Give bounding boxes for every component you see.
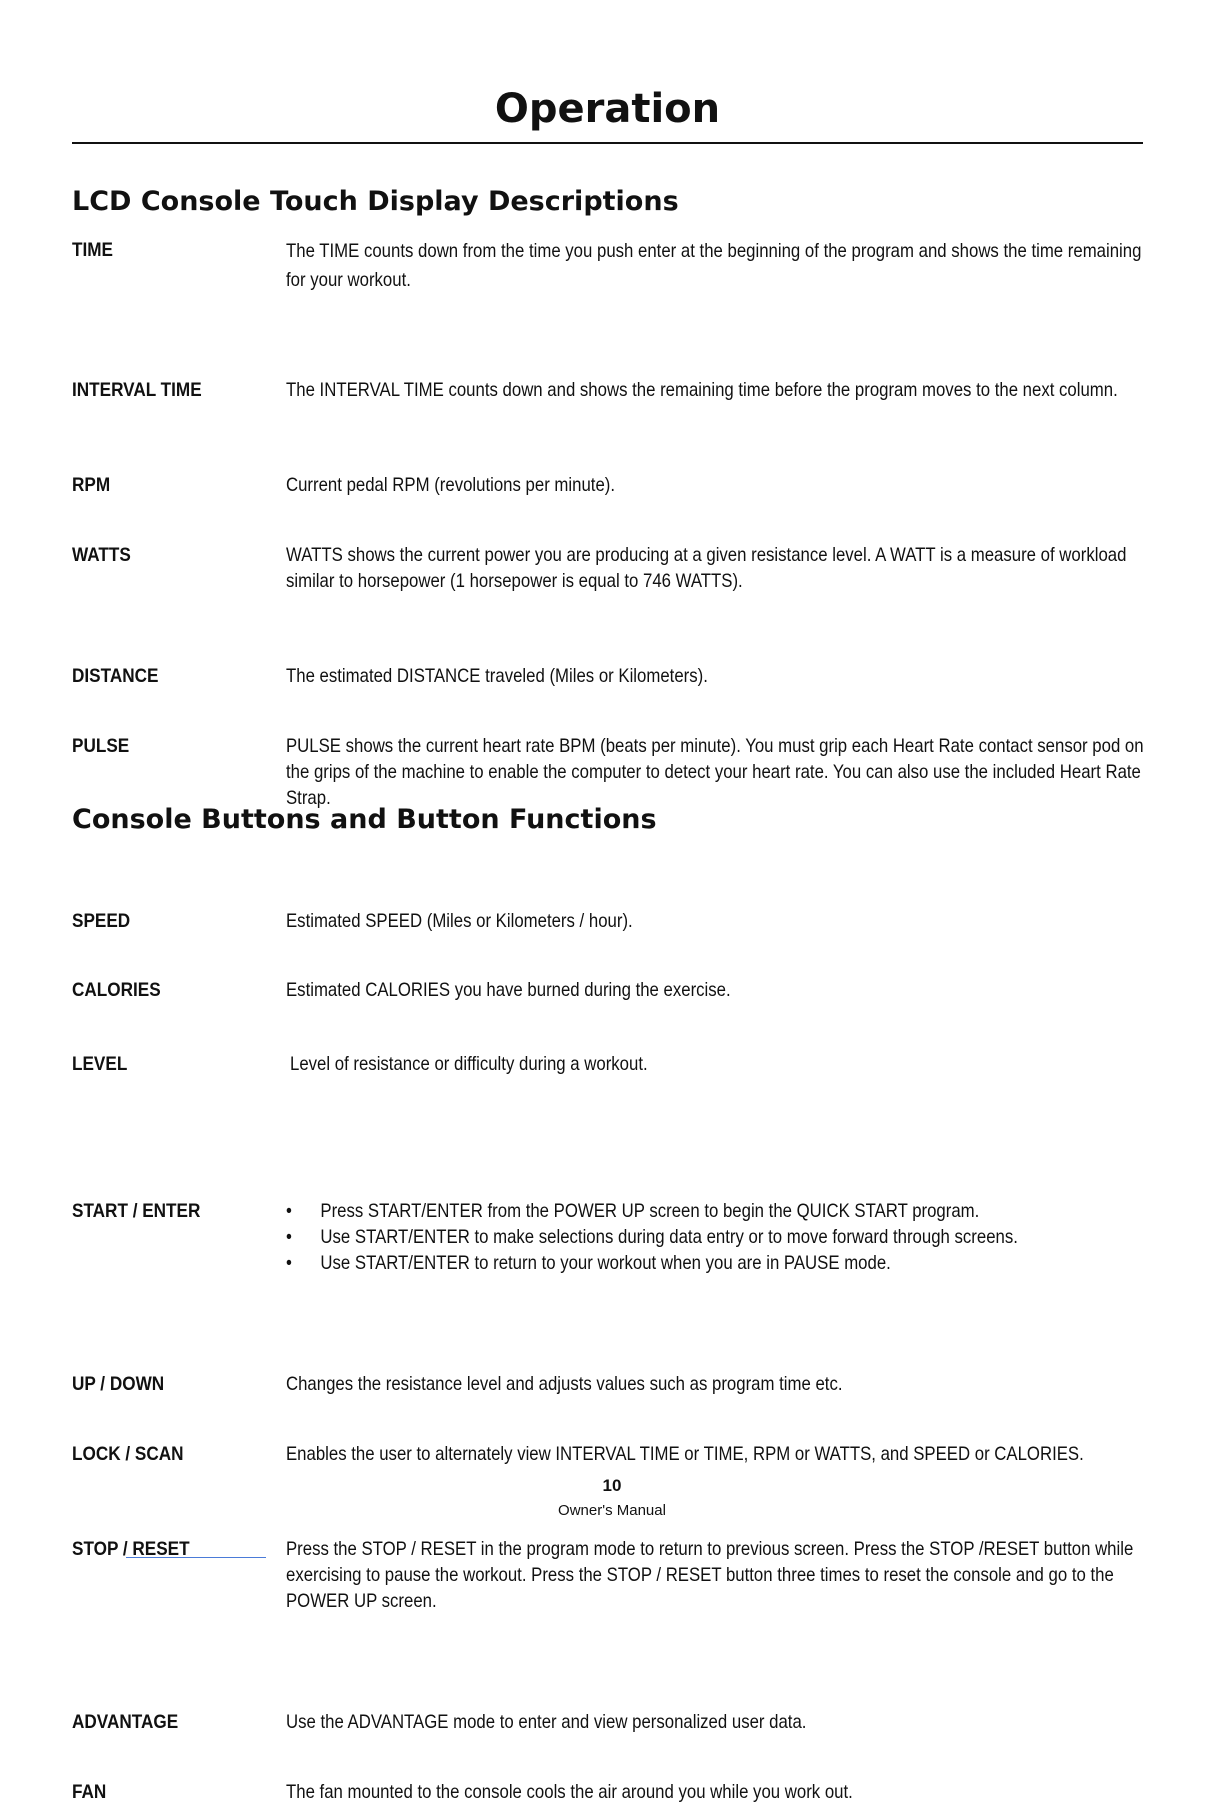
bottom-divider [126, 1557, 266, 1558]
lcd-entry-speed [72, 908, 1147, 934]
term-label: SPEED [72, 910, 131, 932]
lcd-entry-calories [72, 977, 1147, 1003]
buttons-section-heading: Console Buttons and Button Functions [72, 804, 657, 835]
term-description: Press the STOP / RESET in the program mode to return to previous screen. Press the STOP /RESET button while exercising to pause the workout. Press the STOP / RESET button three times to reset the console and go to the POWER UP screen. [286, 1538, 1134, 1612]
term-label: RPM [72, 474, 111, 496]
term-label: DISTANCE [72, 665, 159, 687]
term-label: PULSE [72, 735, 130, 757]
button-entry-advantage [72, 1709, 1147, 1735]
button-entry-start-enter [72, 1198, 1147, 1276]
term-description: The fan mounted to the console cools the air around you while you work out. [286, 1781, 853, 1803]
lcd-entry-rpm [72, 472, 1147, 498]
lcd-entry-level [72, 1051, 1147, 1077]
bullet-list [286, 1198, 1146, 1276]
term-description: The TIME counts down from the time you push enter at the beginning of the program and shows the time remaining for your workout. [286, 240, 1142, 291]
footer-label: Owner's Manual [558, 1502, 666, 1519]
term-description: Current pedal RPM (revolutions per minute). [286, 474, 616, 496]
title-divider [72, 142, 1143, 144]
lcd-section-heading: LCD Console Touch Display Descriptions [72, 186, 679, 217]
term-label: FAN [72, 1781, 107, 1803]
button-entry-up-down [72, 1371, 1147, 1397]
term-label: WATTS [72, 544, 131, 566]
bullet-item: • Use START/ENTER to return to your workout when you are in PAUSE mode. [286, 1250, 1146, 1276]
page-title: Operation [494, 86, 721, 132]
lcd-entry-pulse [72, 733, 1147, 811]
term-description: The estimated DISTANCE traveled (Miles or Kilometers). [286, 665, 708, 687]
term-label: LOCK / SCAN [72, 1443, 184, 1465]
term-description: Estimated SPEED (Miles or Kilometers / hour). [286, 910, 633, 932]
term-description: Use the ADVANTAGE mode to enter and view personalized user data. [286, 1711, 807, 1733]
term-description: Changes the resistance level and adjusts values such as program time etc. [286, 1373, 843, 1395]
lcd-entry-time [72, 237, 1147, 295]
lcd-entry-distance [72, 663, 1147, 689]
term-label: TIME [72, 239, 114, 261]
term-description: Estimated CALORIES you have burned during the exercise. [286, 979, 731, 1001]
term-label: ADVANTAGE [72, 1711, 179, 1733]
term-label: CALORIES [72, 979, 161, 1001]
term-description: WATTS shows the current power you are producing at a given resistance level. A WATT is a measure of workload similar to horsepower (1 horsepower is equal to 746 WATTS). [286, 544, 1127, 592]
term-description: Enables the user to alternately view INTERVAL TIME or TIME, RPM or WATTS, and SPEED or CALORIES. [286, 1443, 1084, 1465]
term-label: LEVEL [72, 1053, 128, 1075]
term-description: Level of resistance or difficulty during a workout. [290, 1053, 648, 1075]
bullet-item: • Press START/ENTER from the POWER UP screen to begin the QUICK START program. [286, 1198, 1146, 1224]
button-entry-fan [72, 1779, 1147, 1805]
button-entry-lock-scan [72, 1441, 1147, 1467]
lcd-entry-watts [72, 542, 1147, 594]
term-label: UP / DOWN [72, 1373, 165, 1395]
term-description: The INTERVAL TIME counts down and shows the remaining time before the program moves to the next column. [286, 379, 1118, 401]
term-description: PULSE shows the current heart rate BPM (beats per minute). You must grip each Heart Rate contact sensor pod on the grips of the machine to enable the computer to detect your heart rate. You can also use the included Heart Rate Strap. [286, 735, 1144, 809]
term-label: INTERVAL TIME [72, 379, 202, 401]
term-label: START / ENTER [72, 1200, 201, 1222]
lcd-entry-interval-time [72, 377, 1147, 403]
term-label: STOP / RESET [72, 1538, 190, 1560]
page-number: 10 [602, 1476, 622, 1495]
bullet-item: • Use START/ENTER to make selections during data entry or to move forward through screens. [286, 1224, 1146, 1250]
button-entry-stop-reset [72, 1536, 1147, 1614]
